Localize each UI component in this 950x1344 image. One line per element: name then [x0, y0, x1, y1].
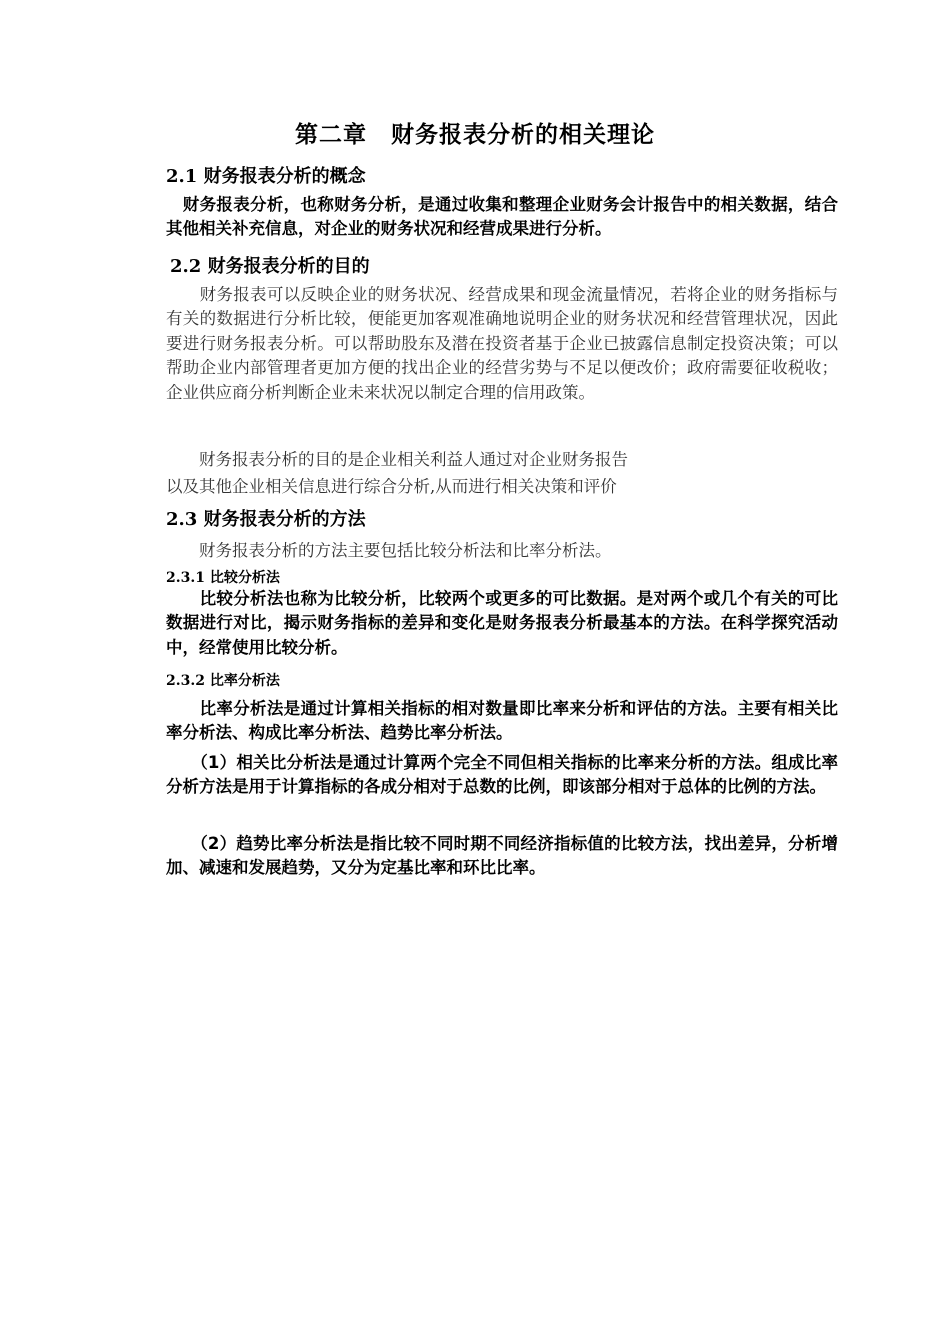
section-2-3-intro: 财务报表分析的方法主要包括比较分析法和比率分析法。 — [166, 541, 612, 560]
section-2-3-2-paragraph-2: （1）相关比分析法是通过计算两个完全不同但相关指标的比率来分析的方法。组成比率分析方法是用于计算指标的各成分相对于总数的比例，即该部分相对于总体的比例的方法。 — [166, 753, 838, 797]
section-2-3-1-paragraph: 比较分析法也称为比较分析，比较两个或更多的可比数据。是对两个或几个有关的可比数据进行对比，揭示财务指标的差异和变化是财务报表分析最基本的方法。在科学探究活动中，经常使用比较分析。 — [166, 589, 838, 657]
section-2-1-paragraph: 财务报表分析，也称财务分析，是通过收集和整理企业财务会计报告中的相关数据，结合其他相关补充信息，对企业的财务状况和经营成果进行分析。 — [166, 195, 838, 239]
section-2-2-line-2: 以及其他企业相关信息进行综合分析,从而进行相关决策和评价 — [166, 477, 617, 496]
section-2-2-paragraph: 财务报表可以反映企业的财务状况、经营成果和现金流量情况，若将企业的财务指标与有关的数据进行分析比较，便能更加客观准确地说明企业的财务状况和经营管理状况，因此要进行财务报表分析。可以帮助股东及潜在投资者基于企业已披露信息制定投资决策；可以帮助企业内部管理者更加方便的找出企业的经营劣势与不足以便改价；政府需要征收税收；企业供应商分析判断企业未来状况以制定合理的信用政策。 — [166, 285, 838, 402]
section-heading-2-3-2: 2.3.2 比率分析法 — [166, 673, 280, 689]
section-2-3-2-paragraph-1: 比率分析法是通过计算相关指标的相对数量即比率来分析和评估的方法。主要有相关比率分析法、构成比率分析法、趋势比率分析法。 — [166, 699, 838, 743]
chapter-title: 第二章 财务报表分析的相关理论 — [295, 122, 655, 148]
section-heading-2-3-1: 2.3.1 比较分析法 — [166, 570, 280, 586]
section-heading-2-2: 2.2 财务报表分析的目的 — [170, 256, 370, 277]
section-heading-2-3: 2.3 财务报表分析的方法 — [166, 509, 366, 530]
section-heading-2-1: 2.1 财务报表分析的概念 — [166, 166, 366, 187]
section-2-2-line-1: 财务报表分析的目的是企业相关利益人通过对企业财务报告 — [166, 450, 628, 469]
section-2-3-2-paragraph-3: （2）趋势比率分析法是指比较不同时期不同经济指标值的比较方法，找出差异，分析增加、减速和发展趋势，又分为定基比率和环比比率。 — [166, 834, 838, 878]
